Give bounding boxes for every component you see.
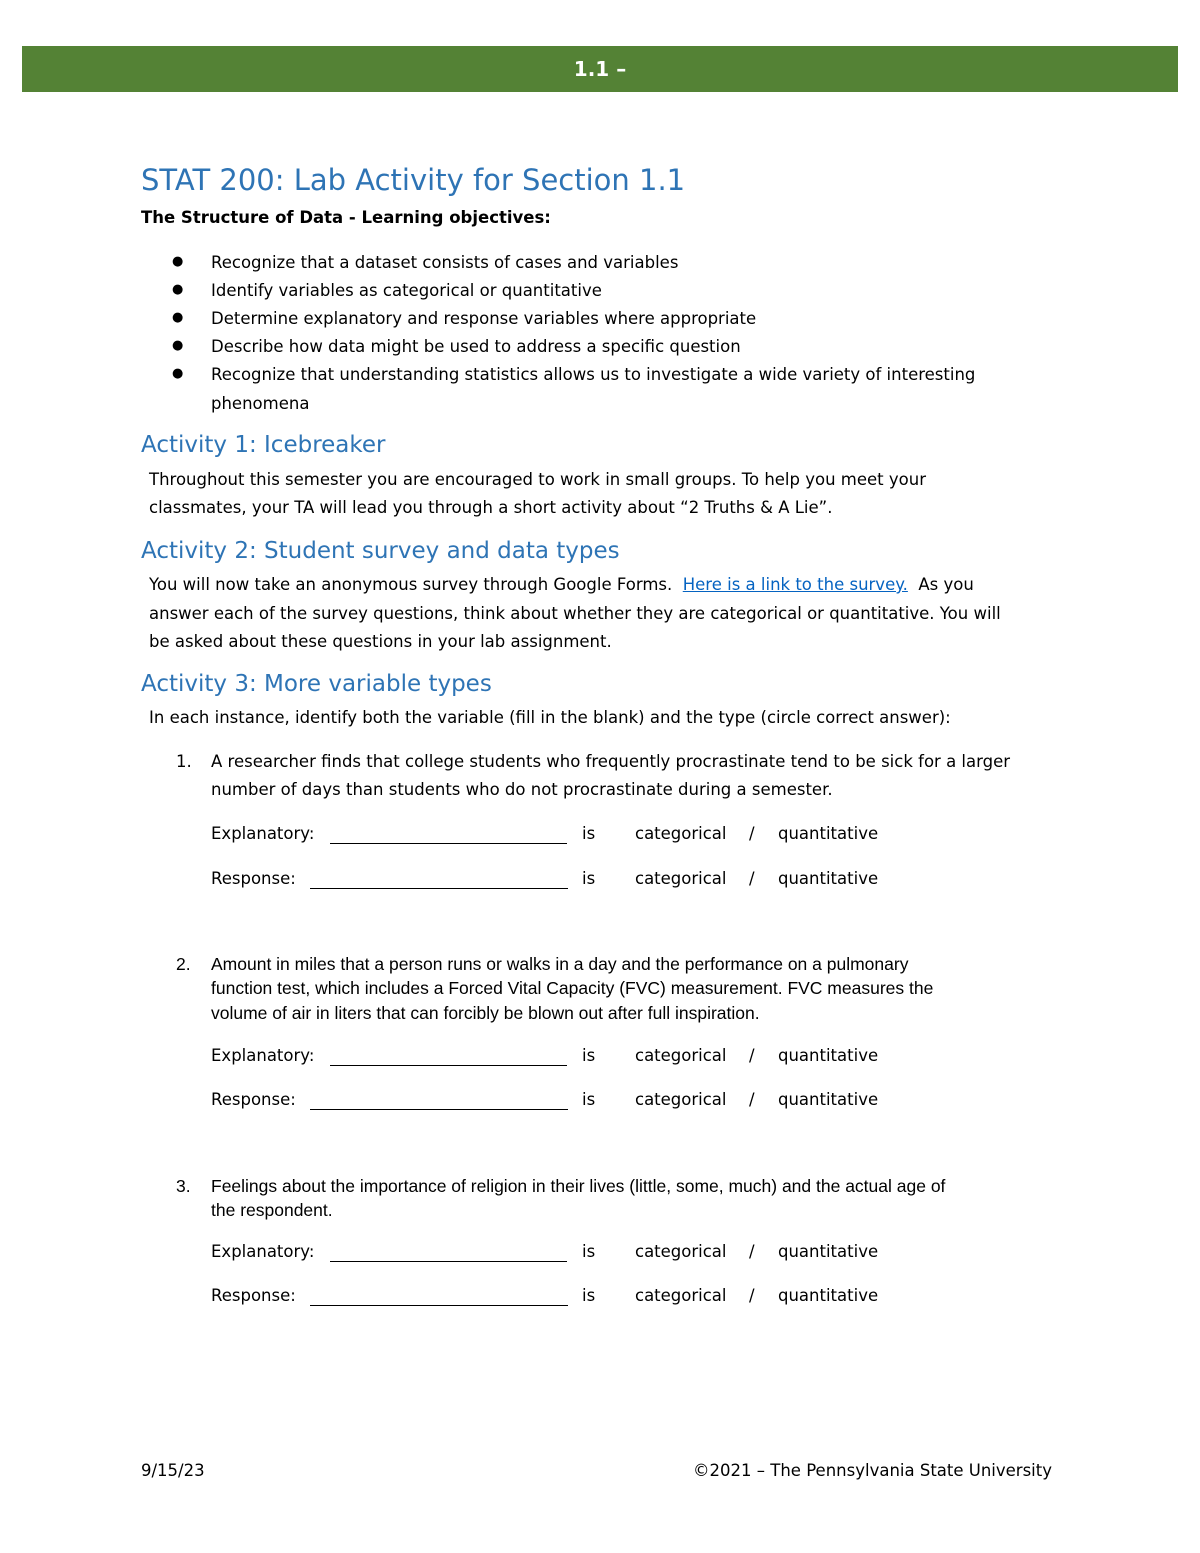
item-number: 2. — [176, 954, 191, 974]
item-text: the respondent. — [211, 1200, 333, 1220]
slash-separator: / — [749, 1090, 755, 1109]
objective-item: Describe how data might be used to address a specific question — [211, 337, 741, 356]
is-label: is — [582, 1090, 596, 1109]
item-text: number of days than students who do not procrastinate during a semester. — [211, 780, 833, 799]
is-label: is — [582, 869, 596, 888]
footer-date: 9/15/23 — [141, 1461, 205, 1480]
item-text: Feelings about the importance of religion in their lives (little, some, much) and the actual age of — [211, 1176, 946, 1196]
slash-separator: / — [749, 1286, 755, 1305]
item-text: Amount in miles that a person runs or walks in a day and the performance on a pulmonary — [211, 954, 909, 974]
response-label: Response: — [211, 1090, 296, 1109]
categorical-option[interactable]: categorical — [635, 1090, 727, 1109]
is-label: is — [582, 824, 596, 843]
objective-item: Recognize that a dataset consists of cases and variables — [211, 253, 679, 272]
bullet-icon: ● — [172, 338, 184, 353]
activity2-text-end: As you — [907, 575, 974, 594]
explanatory-blank[interactable] — [330, 1065, 567, 1066]
item-text: volume of air in liters that can forcibly be blown out after full inspiration. — [211, 1003, 760, 1023]
footer-copyright: ©2021 – The Pennsylvania State University — [693, 1461, 1052, 1480]
response-blank[interactable] — [310, 1305, 568, 1306]
slash-separator: / — [749, 1242, 755, 1261]
is-label: is — [582, 1046, 596, 1065]
activity3-instruction: In each instance, identify both the variable (fill in the blank) and the type (circle correct answer): — [149, 708, 951, 727]
objective-item: Identify variables as categorical or quantitative — [211, 281, 602, 300]
quantitative-option[interactable]: quantitative — [778, 1242, 879, 1261]
quantitative-option[interactable]: quantitative — [778, 1286, 879, 1305]
explanatory-blank[interactable] — [330, 843, 567, 844]
response-blank[interactable] — [310, 1109, 568, 1110]
header-banner: 1.1 – — [22, 46, 1178, 92]
response-blank[interactable] — [310, 888, 568, 889]
quantitative-option[interactable]: quantitative — [778, 824, 879, 843]
objectives-subtitle: The Structure of Data - Learning objectives: — [141, 208, 551, 227]
quantitative-option[interactable]: quantitative — [778, 1046, 879, 1065]
slash-separator: / — [749, 824, 755, 843]
survey-link[interactable]: Here is a link to the survey. — [682, 575, 908, 594]
slash-separator: / — [749, 1046, 755, 1065]
is-label: is — [582, 1286, 596, 1305]
page-title: STAT 200: Lab Activity for Section 1.1 — [141, 163, 686, 197]
activity2-heading: Activity 2: Student survey and data types — [141, 538, 620, 564]
explanatory-label: Explanatory: — [211, 824, 315, 843]
item-text: A researcher finds that college students who frequently procrastinate tend to be sick for a larger — [211, 752, 1011, 771]
categorical-option[interactable]: categorical — [635, 1242, 727, 1261]
activity1-text: classmates, your TA will lead you through a short activity about “2 Truths & A Lie”. — [149, 498, 833, 517]
categorical-option[interactable]: categorical — [635, 869, 727, 888]
explanatory-label: Explanatory: — [211, 1242, 315, 1261]
objective-item: Determine explanatory and response variables where appropriate — [211, 309, 757, 328]
activity2-text — [149, 575, 974, 594]
item-number: 1. — [176, 752, 192, 771]
bullet-icon: ● — [172, 310, 184, 325]
quantitative-option[interactable]: quantitative — [778, 1090, 879, 1109]
objective-item-continued: phenomena — [211, 394, 310, 413]
activity1-heading: Activity 1: Icebreaker — [141, 432, 386, 458]
is-label: is — [582, 1242, 596, 1261]
slash-separator: / — [749, 869, 755, 888]
bullet-icon: ● — [172, 254, 184, 269]
item-number: 3. — [176, 1176, 191, 1196]
activity2-text-start: You will now take an anonymous survey through Google Forms. — [149, 575, 683, 594]
categorical-option[interactable]: categorical — [635, 1286, 727, 1305]
activity1-text: Throughout this semester you are encouraged to work in small groups. To help you meet your — [149, 470, 926, 489]
bullet-icon: ● — [172, 366, 184, 381]
activity3-heading: Activity 3: More variable types — [141, 671, 492, 697]
response-label: Response: — [211, 869, 296, 888]
activity2-text: answer each of the survey questions, think about whether they are categorical or quantitative. You will — [149, 604, 1001, 623]
objective-item: Recognize that understanding statistics allows us to investigate a wide variety of interesting — [211, 365, 976, 384]
activity2-text: be asked about these questions in your lab assignment. — [149, 632, 612, 651]
bullet-icon: ● — [172, 282, 184, 297]
response-label: Response: — [211, 1286, 296, 1305]
quantitative-option[interactable]: quantitative — [778, 869, 879, 888]
item-text: function test, which includes a Forced Vital Capacity (FVC) measurement. FVC measures the — [211, 978, 934, 998]
explanatory-label: Explanatory: — [211, 1046, 315, 1065]
categorical-option[interactable]: categorical — [635, 1046, 727, 1065]
categorical-option[interactable]: categorical — [635, 824, 727, 843]
explanatory-blank[interactable] — [330, 1261, 567, 1262]
